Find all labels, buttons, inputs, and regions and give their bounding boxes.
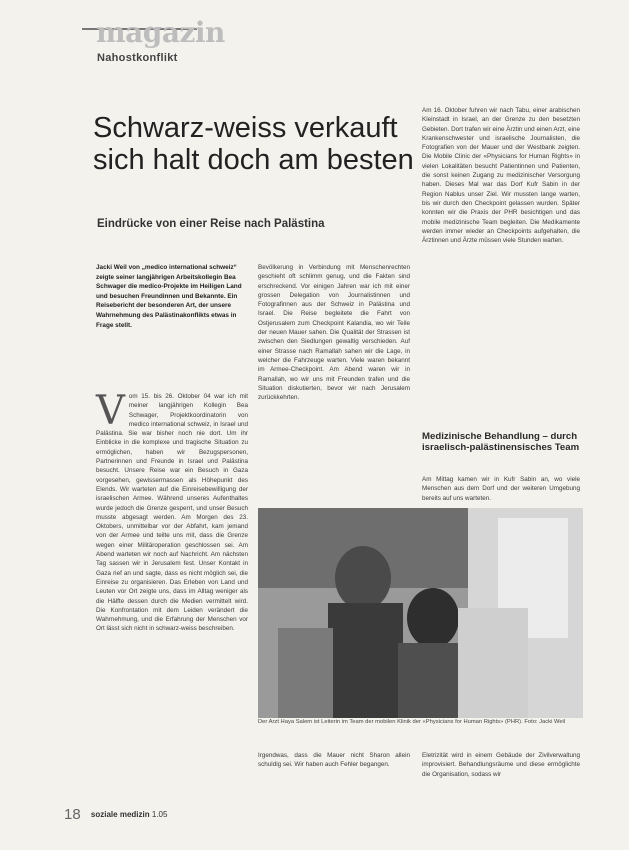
body-text-right-2: Am Mittag kamen wir in Kufr Sabin an, wo viele Menschen aus dem Dorf und der weiteren Umgebung bereits auf uns warteten. [422, 476, 580, 502]
body-column-right-2 [422, 475, 580, 503]
drop-cap: V [96, 388, 125, 434]
article-lead: Jacki Weil von „medico international schweiz“ zeigte seiner langjährigen Arbeitskollegin Bea Schwager die medico-Projekte im Heiligen Land und besuchen Freundinnen und Bekannte. Ein Reisebericht der besonderen Art, der unsere Wahrnehmung des Palästinakonflikts etwas in Frage stellt. [96, 264, 242, 329]
issue-number: 1.05 [151, 810, 168, 819]
article-subheadline: Eindrücke von einer Reise nach Palästina [97, 218, 325, 230]
body-text-middle: Bevölkerung in Verbindung mit Menschenrechten geschieht oft schlimm genug, und die Fakten sind erschreckend. Vor einigen Jahren war ich mit einer grossen Delegation von Journalistinnen und Fotografinnen aus der Schweiz in Palästina und Israel. Die Reise begleitete die Fahrt von Ostjerusalem zum Checkpoint Kalandia, wo wir Teile der neuen Mauer sahen. Die Qualität der Strassen ist zwischen den Siedlungen gewaltig verschieden. Auf einer Strasse nach Ramallah sahen wir die Lage, in welcher die Fahrzeuge warten. Viele waren bekannt im Armee-Checkpoint. Am Abend waren wir in Ramallah, wo wir uns mit Freunden trafen und die Situation diskutierten, bevor wir nach Jerusalem zurückkehrten. [258, 264, 410, 402]
magazine-name: soziale medizin [90, 810, 150, 819]
article-photo [258, 508, 583, 718]
body-text-bottom-right: Eletrizität wird in einem Gebäude der Zivilverwaltung improvisiert. Behandlungsräume und diese ermöglichte die Organisation, sodass wir [422, 752, 580, 778]
body-column-right [422, 106, 580, 245]
body-text-left: om 15. bis 26. Oktober 04 war ich mit meiner langjährigen Kollegin Bea Schwager, Projektkoordinatorin von medico international schweiz, in Israel und Palästina. Sie war bisher noch nie dort. Um ihr Einblicke in die komplexe und tragische Situation zu ermöglichen, haben wir Bezugspersonen, Partnerinnen und Freunde in Israel und Palästina besucht. Unsere Reise war ein Besuch in Gaza vorgesehen, gewissermassen als Höhepunkt des Elends. Wir warteten auf die Einreisebewilligung der israelischen Armee. Während unseres Aufenthaltes wurde jedoch die Grenze gesperrt, und unser Besuch musste abgesagt werden. Am Morgen des 23. Oktobers, unmittelbar vor der Abfahrt, kam jemand von der Armee und teilte uns mit, dass die Grenze wegen einer Militäroperation geschlossen sei. Am Abend warteten wir noch auf Nachricht. Am nächsten Tag sassen wir in Jerusalem fest. Unser Kontakt in Gaza rief an und sagte, dass es nicht möglich sei, die Einreise zu organisieren. Das Erleben von Land und Leuten vor Ort zeigte uns, dass im Alltag weniger als die Hälfte dessen durch die Medien vermittelt wird. Die Konfrontation mit dem Leiden verändert die Wahrnehmung, und die Erfahrung der Menschen vor Ort lässt sich nicht in schwarz-weiss beschreiben. [96, 393, 248, 633]
article-headline: Schwarz-weiss verkauft sich halt doch am besten [93, 112, 414, 176]
body-text-bottom-middle: Irgendwas, dass die Mauer nicht Sharon allein schuldig sei. Wir haben auch Fehler begangen. [258, 752, 410, 769]
body-column-bottom-right [422, 751, 580, 779]
body-column-middle [258, 263, 410, 402]
photo-illustration [258, 508, 583, 718]
section-heading: Medizinische Behandlung – durch israelisch-palästinensisches Team [422, 431, 580, 453]
body-column-left [96, 388, 248, 634]
page-number: 18 [64, 806, 81, 823]
section-kicker: magazin [96, 16, 225, 49]
page-footer [64, 806, 167, 823]
body-text-right: Am 16. Oktober fuhren wir nach Tabu, einer arabischen Kleinstadt in Israel, an der Grenze zu den besetzten Gebieten. Dort trafen wir eine Ärztin und einen Arzt, eine Krankenschwester und israelische Journalisten, die Fotografien von der Mauer und der Westbank zeigten. Die Mobile Clinic der «Physicians for Human Rights» in vielen Lokalitäten besucht Patientinnen und Patienten, die sonst keinen Zugang zu medizinischer Versorgung haben. Dieses Mal war das Dorf Kufr Sabin in der Region Nablus unser Ziel. Wir mussten lange warten, bis wir durch den Checkpoint gelassen wurden. Später konnten wir die Praxis der PHR besichtigen und das mobile medizinische Team begleiten. Die Medikamente werden immer wieder an Checkpoints aufgehalten, die Ärztinnen und Ärzte müssen viele Stunden warten. [422, 107, 580, 245]
photo-caption: Der Arzt Haya Salem ist Leiterin im Team der mobilen Klinik der «Physicians for Human Rights» (PHR). Foto: Jacki Weil [258, 719, 566, 725]
section-label: Nahostkonflikt [97, 52, 178, 64]
body-column-bottom-middle [258, 751, 410, 770]
